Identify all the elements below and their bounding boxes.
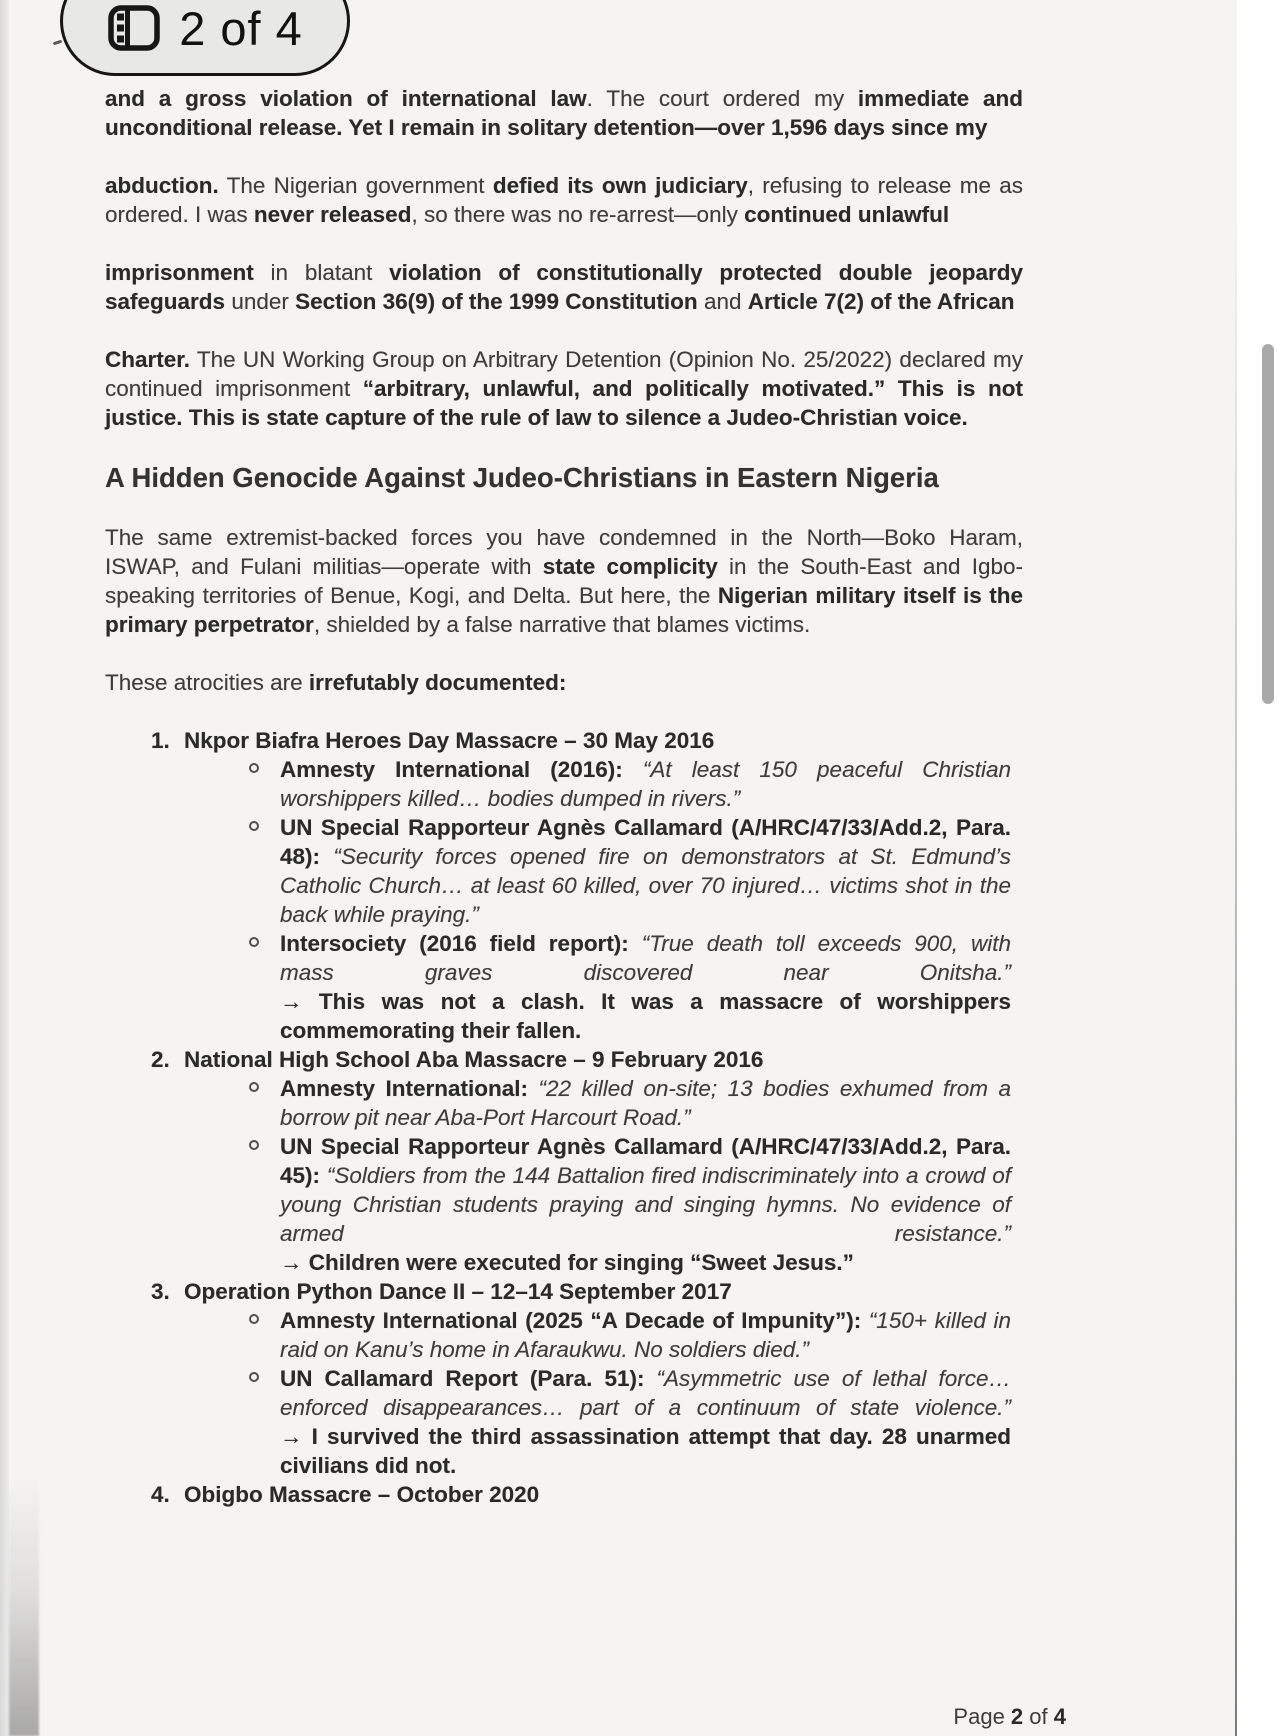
- paragraph: imprisonment in blatant violation of constitutionally protected double jeopardy safeguards under Section 36(9) of the 1999 Constitution and Article 7(2) of the African: [105, 260, 1023, 314]
- sub-bullet: UN Callamard Report (Para. 51): “Asymmetric use of lethal force… enforced disappearances… part of a continuum of state violence.” → I survived the third assassination attempt that day. 28 unarmed civilians did not.: [280, 1364, 1011, 1480]
- list-item-number: 3.: [151, 1279, 170, 1304]
- circle-bullet-icon: [249, 1140, 259, 1150]
- list-item: [151, 726, 1019, 1045]
- circle-bullet-icon: [249, 937, 259, 947]
- paragraph: Charter. The UN Working Group on Arbitrary Detention (Opinion No. 25/2022) declared my continued imprisonment “arbitrary, unlawful, and politically motivated.” This is not justice. This is state capture of the rule of law to silence a Judeo-Christian voice.: [105, 347, 1023, 430]
- sub-bullet: Amnesty International: “22 killed on-site; 13 bodies exhumed from a borrow pit near Aba-Port Harcourt Road.”: [280, 1074, 1011, 1132]
- atrocity-list: [105, 726, 1023, 1509]
- circle-bullet-icon: [249, 763, 259, 773]
- list-item-number: 2.: [151, 1047, 170, 1072]
- page-footer: Page 2 of 4: [953, 1704, 1066, 1729]
- page-indicator-label: 2 of 4: [179, 1, 303, 55]
- scan-smudge: [9, 1476, 39, 1736]
- circle-bullet-icon: [249, 1082, 259, 1092]
- list-item-title: National High School Aba Massacre – 9 February 2016: [184, 1047, 764, 1072]
- list-item: [151, 1277, 1019, 1480]
- document-page: [9, 0, 1237, 1736]
- sub-bullet: Amnesty International (2016): “At least 150 peaceful Christian worshippers killed… bodies dumped in rivers.”: [280, 755, 1011, 813]
- list-item-number: 4.: [151, 1482, 170, 1507]
- paragraph: The same extremist-backed forces you have condemned in the North—Boko Haram, ISWAP, and Fulani militias—operate with state complicity in the South-East and Igbo-speaking territories of Benue, Kogi, and Delta. But here, the Nigerian military itself is the primary perpetrator, shielded by a false narrative that blames victims.: [105, 525, 1024, 637]
- scrollbar-thumb[interactable]: [1262, 344, 1274, 704]
- sub-bullet: Intersociety (2016 field report): “True death toll exceeds 900, with mass graves discovered near Onitsha.” → This was not a clash. It was a massacre of worshippers commemorating their fallen.: [280, 929, 1011, 1045]
- sub-bullet: UN Special Rapporteur Agnès Callamard (A/HRC/47/33/Add.2, Para. 48): “Security forces opened fire on demonstrators at St. Edmund’s Catholic Church… at least 60 killed, over 70 injured… victims shot in the back while praying.”: [280, 813, 1011, 929]
- list-item-title: Obigbo Massacre – October 2020: [184, 1482, 540, 1507]
- circle-bullet-icon: [249, 821, 259, 831]
- page-thumbnails-icon: [107, 4, 161, 52]
- list-item: [151, 1045, 1019, 1277]
- screen-left-edge: [0, 0, 9, 1736]
- list-item-title: Operation Python Dance II – 12–14 September 2017: [184, 1279, 732, 1304]
- list-item-number: 1.: [151, 728, 170, 753]
- paragraph: These atrocities are irrefutably documented:: [105, 670, 567, 695]
- sub-bullet: UN Special Rapporteur Agnès Callamard (A/HRC/47/33/Add.2, Para. 45): “Soldiers from the 144 Battalion fired indiscriminately into a crowd of young Christian students praying and singing hymns. No evidence of armed resistance.” → Children were executed for singing “Sweet Jesus.”: [280, 1132, 1011, 1277]
- paragraph: abduction. The Nigerian government defied its own judiciary, refusing to release me as ordered. I was never released, so there was no re-arrest—only continued unlawful: [105, 173, 1024, 227]
- circle-bullet-icon: [249, 1372, 259, 1382]
- list-item: [151, 1480, 1019, 1509]
- sub-bullet: Amnesty International (2025 “A Decade of Impunity”): “150+ killed in raid on Kanu’s home in Afaraukwu. No soldiers died.”: [280, 1306, 1011, 1364]
- paragraph: and a gross violation of international law. The court ordered my immediate and unconditional release. Yet I remain in solitary detention—over 1,596 days since my: [105, 86, 1024, 140]
- page-indicator-pill[interactable]: [60, 0, 350, 76]
- document-content: [9, 0, 1237, 1509]
- section-heading: A Hidden Genocide Against Judeo-Christians in Eastern Nigeria: [105, 462, 939, 493]
- list-item-title: Nkpor Biafra Heroes Day Massacre – 30 May 2016: [184, 728, 715, 753]
- circle-bullet-icon: [249, 1314, 259, 1324]
